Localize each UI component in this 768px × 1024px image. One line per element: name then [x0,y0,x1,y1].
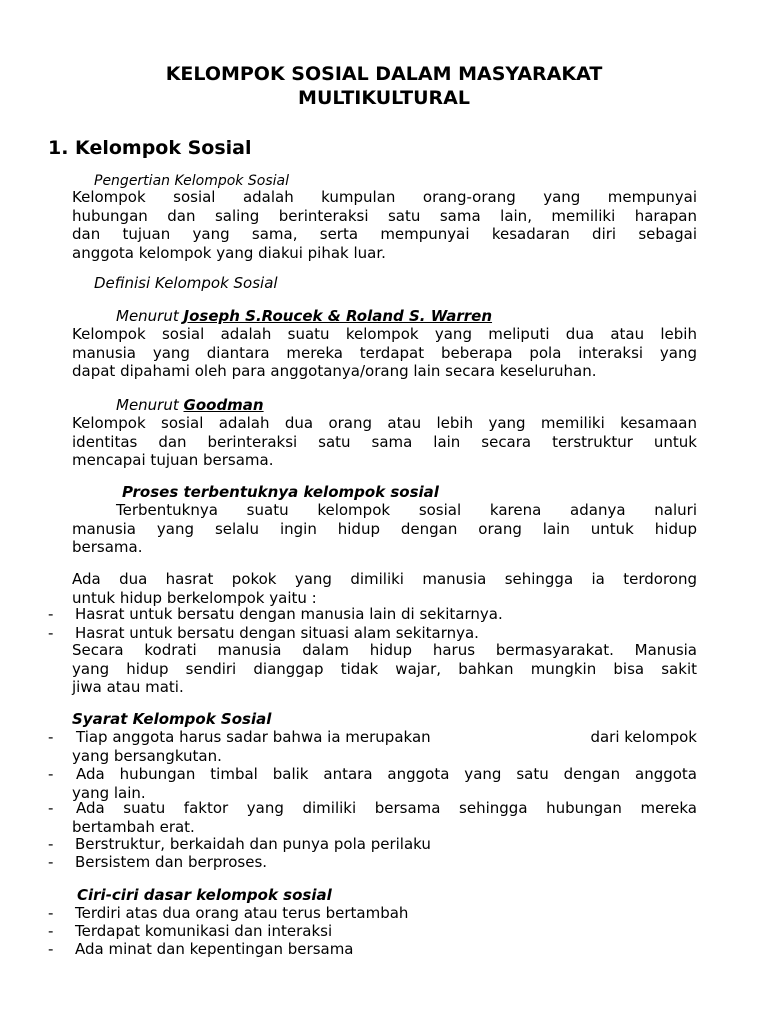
text-line: jiwa atau mati. [72,678,184,696]
syarat-bullet-3 [72,799,697,836]
text-line: bertambah erat. [72,817,195,836]
text-line: untuk hidup berkelompok yaitu : [72,588,317,607]
text-fragment: dari kelompok [590,728,697,746]
bullet-mark: - [48,624,54,642]
bullet-mark: - [48,835,54,853]
bullet-mark: - [48,728,54,746]
bullet-mark: - [48,940,54,958]
bullet-mark: - [48,765,54,783]
text-line: Secara kodrati manusia dalam hidup harus bermasyarakat. Manusia [72,641,697,659]
text-line: Ada suatu faktor yang dimiliki bersama sehingga hubungan mereka [76,799,697,817]
ciri-bullet-2: Terdapat komunikasi dan interaksi [75,922,333,940]
pengertian-label: Pengertian Kelompok Sosial [94,173,289,189]
hasrat-bullet-1: Hasrat untuk bersatu dengan manusia lain di sekitarnya. [75,605,503,623]
bullet-mark: - [48,799,54,817]
ciri-heading: Ciri-ciri dasar kelompok sosial [77,886,332,904]
text-line: dan tujuan yang sama, serta mempunyai kesadaran diri sebagai [72,225,697,243]
ciri-bullet-3: Ada minat dan kepentingan bersama [75,940,354,958]
pengertian-paragraph [72,188,697,262]
hasrat-bullet-2: Hasrat untuk bersatu dengan situasi alam sekitarnya. [75,624,479,642]
syarat-bullet-2 [72,765,697,802]
bullet-mark: - [48,605,54,623]
text-line: mencapai tujuan bersama. [72,451,274,469]
goodman-paragraph [72,414,697,470]
text-line: Terbentuknya suatu kelompok sosial karena adanya naluri [116,501,697,519]
author-name-roucek: Joseph S.Roucek & Roland S. Warren [183,307,493,325]
text-line: yang hidup sendiri dianggap tidak wajar, bahkan mungkin bisa sakit [72,659,697,678]
text-line: anggota kelompok yang diakui pihak luar. [72,243,386,262]
proses-paragraph [72,501,697,557]
syarat-heading: Syarat Kelompok Sosial [72,710,272,728]
syarat-bullet-5: Bersistem dan berproses. [75,853,268,871]
text-line [72,728,697,747]
text-line: manusia yang selalu ingin hidup dengan orang lain untuk hidup [72,519,697,538]
menurut-label: Menurut [116,307,184,325]
syarat-bullet-1 [72,728,697,765]
text-line: Kelompok sosial adalah dua orang atau lebih yang memiliki kesamaan [72,414,697,432]
text-line: bersama. [72,538,143,556]
text-line: identitas dan berinteraksi satu sama lain secara terstruktur untuk [72,432,697,451]
text-line: Ada hubungan timbal balik antara anggota yang satu dengan anggota [76,765,697,783]
ciri-bullet-1: Terdiri atas dua orang atau terus bertambah [75,904,409,922]
roucek-paragraph [72,325,697,381]
proses-heading: Proses terbentuknya kelompok sosial [122,483,439,501]
text-line: yang lain. [72,783,146,802]
text-fragment: Tiap anggota harus sadar bahwa ia merupakan [76,728,431,746]
text-line: manusia yang diantara mereka terdapat beberapa pola interaksi yang [72,343,697,362]
text-line: Kelompok sosial adalah kumpulan orang-orang yang mempunyai [72,188,697,206]
text-line: Kelompok sosial adalah suatu kelompok yang meliputi dua atau lebih [72,325,697,343]
goodman-attribution [116,396,264,414]
document-title [0,62,768,110]
text-line: yang bersangkutan. [72,746,222,765]
section-heading: 1. Kelompok Sosial [48,137,252,159]
menurut-label: Menurut [116,396,184,414]
hasrat-closing [72,641,697,697]
text-line: Ada dua hasrat pokok yang dimiliki manusia sehingga ia terdorong [72,570,697,588]
hasrat-intro [72,570,697,607]
text-line: dapat dipahami oleh para anggotanya/orang lain secara keseluruhan. [72,362,597,380]
bullet-mark: - [48,904,54,922]
title-line-1: KELOMPOK SOSIAL DALAM MASYARAKAT [165,63,603,85]
definisi-label: Definisi Kelompok Sosial [94,274,278,292]
author-name-goodman: Goodman [183,396,264,414]
roucek-attribution [116,307,492,325]
bullet-mark: - [48,922,54,940]
bullet-mark: - [48,853,54,871]
title-line-2: MULTIKULTURAL [298,87,470,109]
text-line: hubungan dan saling berinteraksi satu sama lain, memiliki harapan [72,206,697,225]
syarat-bullet-4: Berstruktur, berkaidah dan punya pola perilaku [75,835,431,853]
